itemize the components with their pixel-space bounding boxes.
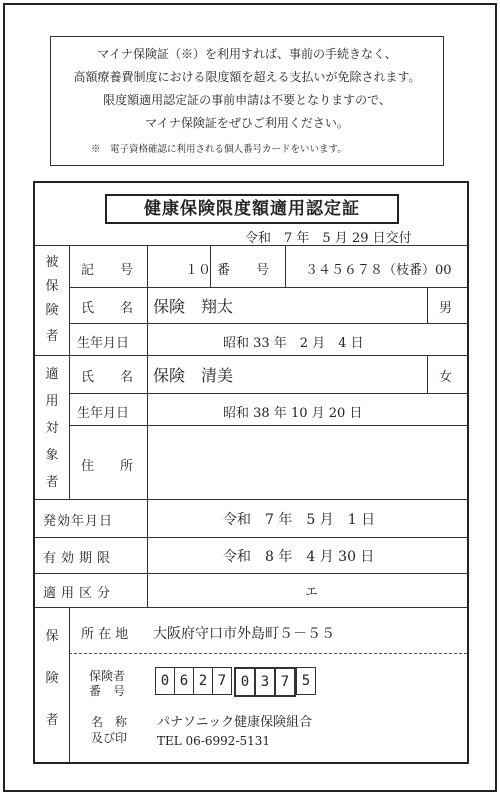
covered-birth-label: 生年月日 <box>77 406 130 421</box>
insurer-side-char-2: 険 <box>45 671 59 686</box>
category-value: エ <box>305 585 319 600</box>
insured-name-value: 保険 翔太 <box>153 297 234 316</box>
insurer-name-label-1: 名 称 <box>91 715 128 729</box>
insurer-number-label-2: 番 号 <box>89 684 126 698</box>
insurer-address-value: 大阪府守口市外島町５－５５ <box>153 626 335 642</box>
expiry-date-value: 令和 8 年 4 月 30 日 <box>223 549 375 565</box>
insurer-digit-2: 6 <box>174 667 194 695</box>
covered-gender: 女 <box>439 370 453 385</box>
insurer-address-label: 所 在 地 <box>81 627 129 642</box>
covered-side-char-2: 用 <box>45 394 59 409</box>
notice-line-3: 限度額適用認定証の事前申請は不要となりますので、 <box>103 93 391 107</box>
notice-footnote: ※ 電子資格確認に利用される個人番号カードをいいます。 <box>91 144 347 155</box>
covered-side-char-1: 適 <box>45 367 59 382</box>
issue-date: 令和 7 年 5 月 29 日交付 <box>245 231 412 246</box>
insured-birth-value: 昭和 33 年 2 月 4 日 <box>223 336 364 351</box>
insurer-digit-1: 0 <box>155 667 175 695</box>
insurer-name-label-2: 及び印 <box>91 731 128 745</box>
covered-side-char-5: 者 <box>45 475 59 490</box>
insured-gender: 男 <box>439 301 453 316</box>
symbol-value: １０ <box>185 263 212 278</box>
insured-name-label: 氏 名 <box>81 301 134 316</box>
effective-date-value: 令和 7 年 5 月 1 日 <box>223 512 376 528</box>
insurer-side-char-1: 保 <box>45 629 59 644</box>
expiry-date-label: 有効期限 <box>43 551 116 566</box>
notice-line-4: マイナ保険証をぜひご利用ください。 <box>145 116 349 130</box>
number-value: ３４５６７８（枝番）00 <box>305 263 452 278</box>
insurer-digit-8: 5 <box>296 667 316 695</box>
number-label: 番 号 <box>217 263 270 278</box>
insurer-digit-7: 7 <box>274 667 296 697</box>
insurer-digit-5: 0 <box>234 667 256 697</box>
insured-side-char-4: 者 <box>45 329 59 344</box>
insurer-number-label-1: 保険者 <box>89 669 126 683</box>
insurer-side-char-3: 者 <box>45 713 59 728</box>
covered-name-label: 氏 名 <box>81 370 134 385</box>
covered-side-char-4: 象 <box>45 448 59 463</box>
notice-line-1: マイナ保険証（※）を利用すれば、事前の手続きなく、 <box>97 47 397 61</box>
insurer-digit-6: 3 <box>254 667 276 697</box>
covered-side-char-3: 対 <box>45 421 59 436</box>
covered-birth-value: 昭和 38 年 10 月 20 日 <box>223 406 363 421</box>
covered-address-label: 住 所 <box>81 459 134 474</box>
insured-birth-label: 生年月日 <box>77 336 130 351</box>
insured-side-char-1: 被 <box>45 255 59 270</box>
certificate-title: 健康保険限度額適用認定証 <box>105 194 399 224</box>
insurer-name-value: パナソニック健康保険組合 <box>157 715 313 730</box>
covered-name-value: 保険 清美 <box>153 366 234 385</box>
notice-box <box>50 36 444 166</box>
certificate-card <box>33 181 469 764</box>
insurer-digit-3: 2 <box>193 667 213 695</box>
notice-line-2: 高額療養費制度における限度額を超える支払いが免除されます。 <box>73 70 421 84</box>
insured-side-char-2: 保 <box>45 279 59 294</box>
insured-side-char-3: 険 <box>45 303 59 318</box>
insurer-tel: TEL 06-6992-5131 <box>157 734 271 748</box>
insurer-digit-4: 7 <box>212 667 232 695</box>
category-label: 適用区分 <box>43 586 116 601</box>
effective-date-label: 発効年月日 <box>43 514 114 529</box>
symbol-label: 記 号 <box>81 263 134 278</box>
insurer-number-boxes <box>155 667 355 697</box>
